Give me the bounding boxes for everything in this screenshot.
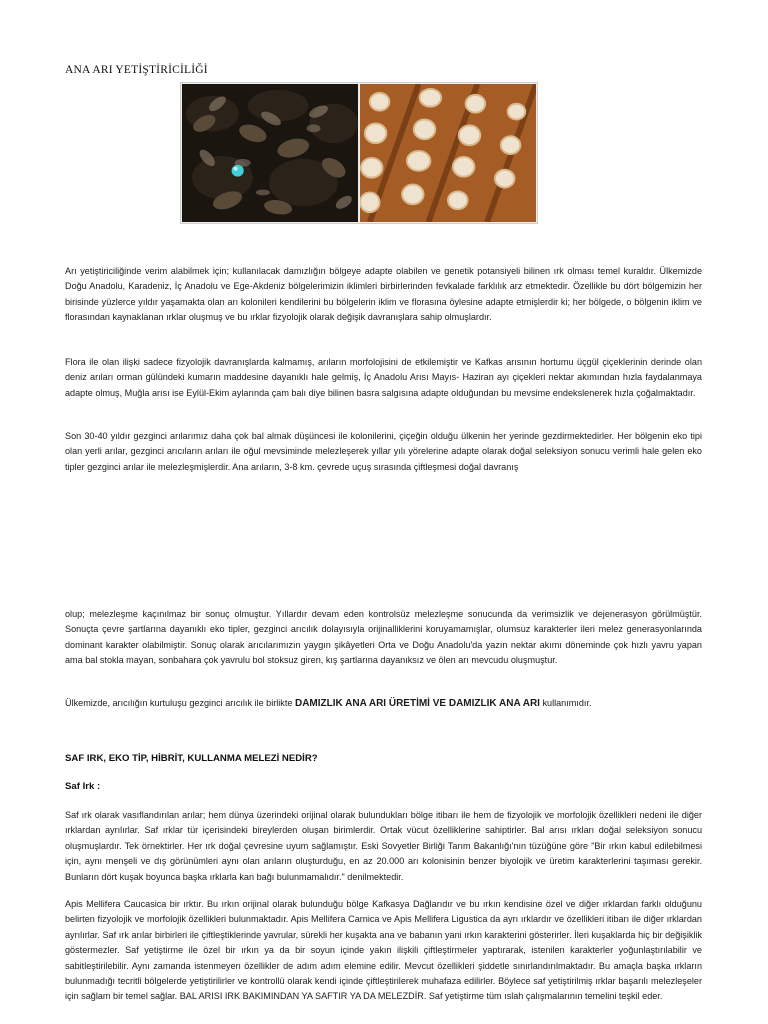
paragraph-flora: Flora ile olan ilişki sadece fizyolojik davranışlarda kalmamış, arıların morfolojisini de etkilemiştir ve Kafkas arısının hortumu üçgül çiçeklerinin derinde olan deniz arıları orman gülündeki kumarın maddesine dayanıklı hale gelmiş, İç Anadolu Arısı Mayıs- Haziran ayı çiçekleri nektar akımından hızla faydalanmaya adapte olmuş, Muğla arısı ise Eylül-Ekim aylarında çam balı diye bilinen basra salgısına adapte olduğundan bu mevsime endekslenerek hızla çoğalmaktadır.	[65, 357, 702, 398]
paragraph-caucasica: Apis Mellifera Caucasica bir ırktır. Bu ırkın orijinal olarak bulunduğu bölge Kafkasya Dağlarıdır ve bu ırkın kendisine özel ve diğer ırklardan farklı olduğunu belirten fizyolojik ve morfolojik özellikleri bulunmaktadır. Apis Mellifera Carnica ve Apis Mellifera Ligustica da ayrı ırklardır ve özellikleri itibarı ile diğer ırklardan ayrılırlar. Saf ırk arılar birbirleri ile çiftleştiklerinde yavrular, sürekli her kuşakta ana ve babanın yani ırkın karakterini gösterirler. İleri kuşaklarda hiç bir değişiklik göstermezler. Saf yetiştirme ile özel bir ırkın ya da bir soyun içinde yakın ilişkili çiftleştirmeler yaptırarak, istenilen karakterler yoğunlaştırılabilir ve sabitleştirilebilir. Aynı zamanda istenmeyen özellikler de adım adım elemine edilir. Mevcut özellikleri şiddetle sınırlandırılmaktadır. Bu amaçla başka ırkların bulunmadığı tecritli bölgelerde yetiştirilirler ve kontrollü olarak kendi içinde çiftleştirilerek muhafaza edilirler. Böylece saf yetiştirilmiş ırklar başarılı melezleşeler için sağlam bir temel sağlar. BAL ARISI IRK BAKIMINDAN YA SAFTIR YA DA MELEZDİR. Saf yetiştirme tüm ıslah çalışmalarının temelini teşkil eder.	[65, 899, 702, 1002]
queen-mark	[232, 165, 244, 177]
photo-strip	[180, 82, 538, 224]
paragraph-migratory-beekeeping: Son 30-40 yıldır gezginci arılarımız daha çok bal almak düşüncesi ile kolonilerini, çiçeğin olduğu ülkenin her yerinde gezdirmektedirler. Her bölgenin eko tipi olan yerli arılar, gezginci arıcıların arıları ile oğul mevsiminde melezleşerek yıllar yılı yörelerine adapte olarak doğal seleksiyon sonucu verimli hale gelen eko tipler gezginci arılar ile melezleşmişlerdir. Ana arıların, 3-8 km. çevrede uçuş sırasında çiftleşmesi doğal davranış	[65, 431, 702, 472]
paragraph-intro: Arı yetiştiriciliğinde verim alabilmek için; kullanılacak damızlığın bölgeye adapte olabilen ve genetik potansiyeli bilinen ırk olması temel kuraldır. Ülkemizde Doğu Anadolu, Karadeniz, İç Anadolu ve Ege-Akdeniz bölgelerimizin iklimleri birbirlerinden fevkalade farklılık arz etmektedir. Özellikle bu dört bölgemizin her birisinde yüzlerce yıldır yaşamakta olan arı kolonileri kendilerini bu bölgelerin iklim ve florasına öylesine adapte etmişlerdir ki; her bölgede, o bölgenin iklim ve florasından kaynaklanan ırklar oluşmuş ve bu ırklar fizyolojik olarak değişik davranışlara sahip olmuşlardır.	[65, 266, 702, 323]
queen-breeding-text-before: Ülkemizde, arıcılığın kurtuluşu gezginci arıcılık ile birlikte	[65, 698, 295, 708]
page-title: ANA ARI YETİŞTİRİCİLİĞİ	[65, 64, 208, 76]
subsection-heading-pure-breed: Saf Irk :	[65, 781, 101, 792]
paragraph-pure-breed: Saf ırk olarak vasıflandırılan arılar; hem dünya üzerindeki orijinal olarak bulundukları bölge itibarı ile hem de fizyolojik ve morfolojik özellikleri nedeni ile diğer ırklardan ayrılırlar. Saf ırklar tür içerisindeki bireylerden oluşan birimlerdir. Ortak vücut özelliklerine sahiptirler. Bal arısı ırkları doğal seleksiyon sonucu oluşmuşlardır. Tek örnektirler. Her ırk doğal çevresine uyum sağlamıştır. Eski Sovyetler Birliği Tarım Bakanlığı'nın tüzüğüne göre "Bir ırkın kabul edilebilmesi için, aynı menşeli ve dış görünümleri aynı olan arıların oluşturduğu, en az 20.000 arı kolonisinin benzer biyolojik ve üretim karakterlerini taşıması gerekir. Bunların dört kuşak boyunca başka ırklarla kan bağı bulunmamalıdır." denilmektedir.	[65, 810, 702, 882]
paragraph-queen-breeding	[65, 696, 702, 711]
paragraph-hybridization: olup; melezleşme kaçınılmaz bir sonuç olmuştur. Yıllardır devam eden kontrolsüz melezleşme sonucunda da verimsizlik ve dejenerasyon görülmüştür. Sonuçta çevre şartlarına dayanıklı eko tipler, gezginci arıcılık dolayısıyla orijinalliklerini koruyamamışlar, olumsuz karakterler ileri melez generasyonlarında dominant karakter olabilmiştir. Sonuç olarak arıcılarımızın yaygın şikâyetleri Orta ve Doğu Anadolu'da yazın nektar akımı döneminde çok hızlı yavru yapan ama bal stokla mayan, sonbahara çok yavrulu bol stoksuz giren, kış şartlarına dayanıksız ve ölen arı mevcudu oluşmuştur.	[65, 609, 702, 666]
queen-breeding-bold-text: DAMIZLIK ANA ARI ÜRETİMİ VE DAMIZLIK ANA ARI	[294, 698, 540, 709]
queen-cells-graphic	[360, 84, 536, 222]
bees-on-comb-photo	[182, 84, 358, 222]
bees-photo-graphic	[182, 84, 358, 222]
section-heading: SAF IRK, EKO TİP, HİBRİT, KULLANMA MELEZİ NEDİR?	[65, 753, 318, 764]
queen-breeding-text-after: kullanımıdır.	[539, 698, 592, 708]
queen-cells-photo	[360, 84, 536, 222]
